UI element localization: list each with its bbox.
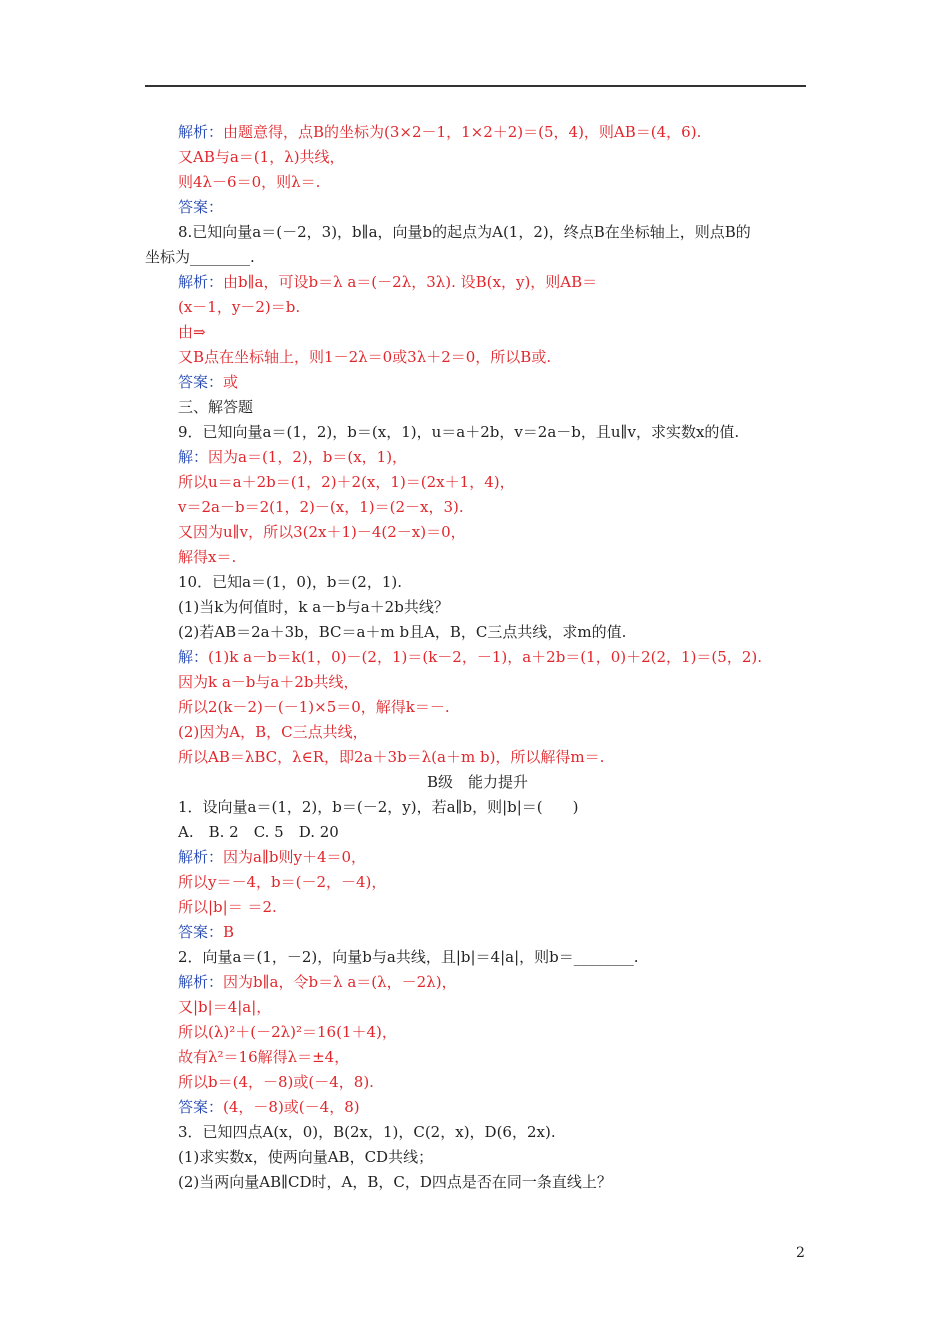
text-line bbox=[145, 645, 810, 670]
line-text: 由⇒ bbox=[178, 323, 206, 341]
line-text: 又因为u∥v，所以3(2x＋1)－4(2－x)＝0， bbox=[178, 523, 466, 541]
line-text: 3．已知四点A(x，0)，B(2x，1)，C(2，x)，D(6，2x). bbox=[178, 1123, 556, 1141]
line-text: 又|b|＝4|a|， bbox=[178, 998, 272, 1016]
text-line bbox=[145, 595, 810, 620]
line-text: (2)因为A，B，C三点共线， bbox=[178, 723, 368, 741]
line-text: 8.已知向量a＝(－2，3)，b∥a，向量b的起点为A(1，2)，终点B在坐标轴上，则点B的 bbox=[178, 223, 751, 241]
line-text: 所以(λ)²＋(－2λ)²＝16(1＋4)， bbox=[178, 1023, 397, 1041]
text-line bbox=[145, 195, 810, 220]
line-text: A. B. 2 C. 5 D. 20 bbox=[178, 823, 339, 841]
text-line bbox=[145, 995, 810, 1020]
label-text: 答案： bbox=[178, 923, 224, 941]
text-line bbox=[145, 245, 810, 270]
line-text: 由题意得，点B的坐标为(3×2－1，1×2＋2)＝(5，4)，则AB＝(4，6). bbox=[223, 123, 702, 141]
line-text: 三、解答题 bbox=[178, 398, 254, 416]
line-text: 则4λ－6＝0，则λ＝. bbox=[178, 173, 321, 191]
line-text: 因为k a－b与a＋2b共线， bbox=[178, 673, 359, 691]
text-line bbox=[145, 1120, 810, 1145]
line-text: (1)求实数x，使两向量AB，CD共线； bbox=[178, 1148, 434, 1166]
line-text: 9．已知向量a＝(1，2)，b＝(x，1)，u＝a＋2b，v＝2a－b，且u∥v，求实数x的值. bbox=[178, 423, 740, 441]
text-line bbox=[145, 1020, 810, 1045]
line-text: 2．向量a＝(1，－2)，向量b与a共线，且|b|＝4|a|，则b＝________. bbox=[178, 948, 639, 966]
label-text: 解析： bbox=[178, 848, 224, 866]
text-line bbox=[145, 1145, 810, 1170]
text-line bbox=[145, 570, 810, 595]
line-text: 因为a∥b则y＋4＝0， bbox=[223, 848, 367, 866]
text-line bbox=[145, 820, 810, 845]
line-text: 所以u＝a＋2b＝(1，2)＋2(x，1)＝(2x＋1，4)， bbox=[178, 473, 515, 491]
page-number: 2 bbox=[796, 1245, 805, 1261]
header-rule bbox=[145, 85, 806, 87]
text-line bbox=[145, 495, 810, 520]
text-line bbox=[145, 545, 810, 570]
text-line bbox=[145, 520, 810, 545]
text-line bbox=[145, 445, 810, 470]
text-line bbox=[145, 145, 810, 170]
line-text: v＝2a－b＝2(1，2)－(x，1)＝(2－x，3). bbox=[178, 498, 464, 516]
line-text: 因为b∥a，令b＝λ a＝(λ，－2λ)， bbox=[223, 973, 457, 991]
text-line bbox=[145, 920, 810, 945]
text-line bbox=[145, 420, 810, 445]
label-text: 答案： bbox=[178, 373, 224, 391]
text-line bbox=[145, 270, 810, 295]
text-line bbox=[145, 120, 810, 145]
text-line bbox=[145, 345, 810, 370]
line-text: 所以b＝(4，－8)或(－4，8). bbox=[178, 1073, 374, 1091]
line-text: 又B点在坐标轴上，则1－2λ＝0或3λ＋2＝0，所以B或. bbox=[178, 348, 552, 366]
label-text: 答案： bbox=[178, 198, 224, 216]
text-line bbox=[145, 1070, 810, 1095]
line-text: B bbox=[223, 923, 235, 941]
text-line bbox=[145, 870, 810, 895]
text-line bbox=[145, 770, 810, 795]
line-text: 所以2(k－2)－(－1)×5＝0，解得k＝－. bbox=[178, 698, 450, 716]
text-line bbox=[145, 720, 810, 745]
line-text: 所以AB＝λBC，λ∈R，即2a＋3b＝λ(a＋m b)，所以解得m＝. bbox=[178, 748, 605, 766]
label-text: 解： bbox=[178, 448, 209, 466]
text-line bbox=[145, 395, 810, 420]
line-text: (4，－8)或(－4，8) bbox=[223, 1098, 360, 1116]
line-text: 10．已知a＝(1，0)，b＝(2，1). bbox=[178, 573, 402, 591]
line-text: (1)k a－b＝k(1，0)－(2，1)＝(k－2，－1)，a＋2b＝(1，0)＋2(2，1)＝(5，2). bbox=[208, 648, 762, 666]
text-line bbox=[145, 370, 810, 395]
text-line bbox=[145, 320, 810, 345]
line-text: 又AB与a＝(1，λ)共线， bbox=[178, 148, 345, 166]
text-line bbox=[145, 895, 810, 920]
label-text: 答案： bbox=[178, 1098, 224, 1116]
line-text: 坐标为________. bbox=[145, 248, 255, 266]
line-text: (2)当两向量AB∥CD时，A，B，C，D四点是否在同一条直线上？ bbox=[178, 1173, 612, 1191]
text-line bbox=[145, 1170, 810, 1195]
text-line bbox=[145, 670, 810, 695]
label-text: 解析： bbox=[178, 123, 224, 141]
text-line bbox=[145, 745, 810, 770]
text-line bbox=[145, 695, 810, 720]
line-text: B级 能力提升 bbox=[426, 773, 529, 791]
line-text: 或 bbox=[223, 373, 239, 391]
line-text: 故有λ²＝16解得λ＝±4， bbox=[178, 1048, 350, 1066]
document-body bbox=[145, 120, 810, 1195]
line-text: 由b∥a，可设b＝λ a＝(－2λ，3λ). 设B(x，y)，则AB＝ bbox=[223, 273, 598, 291]
text-line bbox=[145, 845, 810, 870]
text-line bbox=[145, 795, 810, 820]
text-line bbox=[145, 1045, 810, 1070]
text-line bbox=[145, 1095, 810, 1120]
text-line bbox=[145, 945, 810, 970]
text-line bbox=[145, 970, 810, 995]
text-line bbox=[145, 470, 810, 495]
line-text: 因为a＝(1，2)，b＝(x，1)， bbox=[208, 448, 408, 466]
text-line bbox=[145, 220, 810, 245]
line-text: (2)若AB＝2a＋3b，BC＝a＋m b且A，B，C三点共线，求m的值. bbox=[178, 623, 627, 641]
line-text: 所以y＝－4，b＝(－2，－4)， bbox=[178, 873, 387, 891]
text-line bbox=[145, 170, 810, 195]
line-text: (1)当k为何值时，k a－b与a＋2b共线？ bbox=[178, 598, 449, 616]
label-text: 解： bbox=[178, 648, 209, 666]
text-line bbox=[145, 295, 810, 320]
label-text: 解析： bbox=[178, 273, 224, 291]
line-text: 解得x＝. bbox=[178, 548, 237, 566]
line-text: 1．设向量a＝(1，2)，b＝(－2，y)，若a∥b，则|b|＝( ) bbox=[178, 798, 579, 816]
line-text: 所以|b|＝ ＝2. bbox=[178, 898, 277, 916]
label-text: 解析： bbox=[178, 973, 224, 991]
line-text: (x－1，y－2)＝b. bbox=[178, 298, 301, 316]
text-line bbox=[145, 620, 810, 645]
